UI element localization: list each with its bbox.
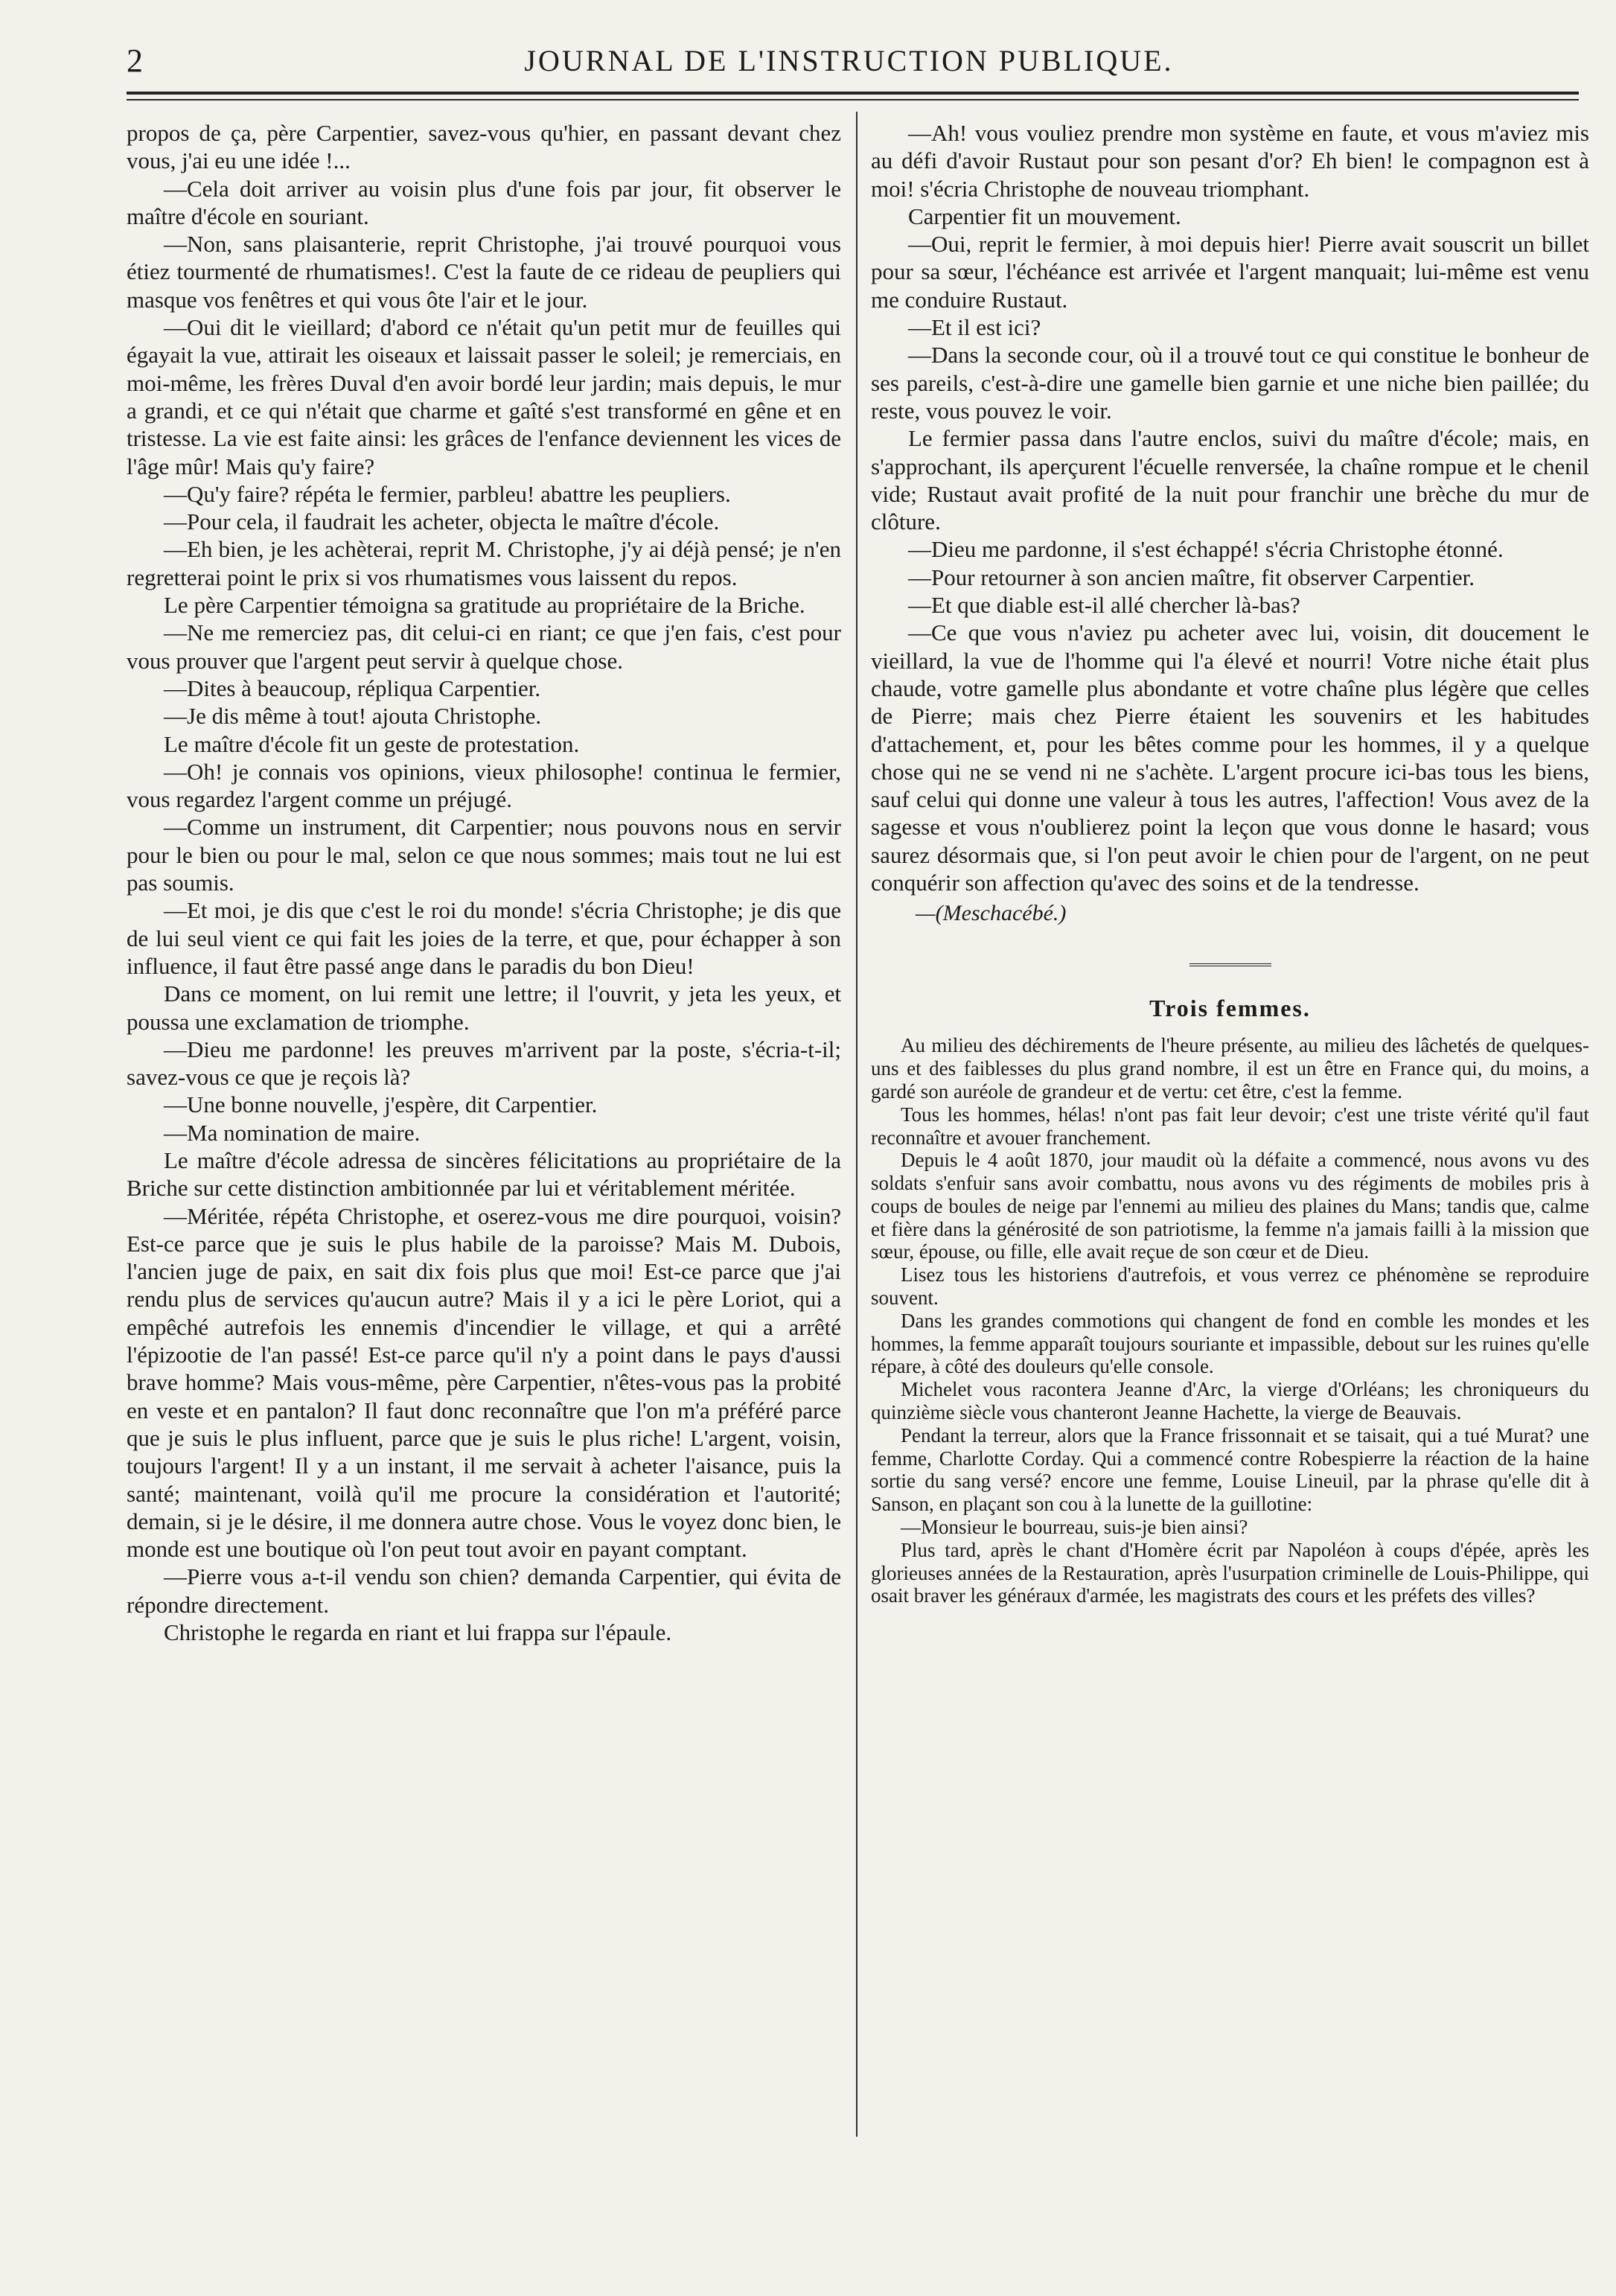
paragraph: Lisez tous les historiens d'autrefois, et vous verrez ce phénomène se reproduire souvent. <box>871 1263 1589 1310</box>
paragraph: Dans ce moment, on lui remit une lettre; il l'ouvrit, y jeta les yeux, et poussa une exclamation de triomphe. <box>127 980 841 1035</box>
paragraph: Michelet vous racontera Jeanne d'Arc, la vierge d'Orléans; les chroniqueurs du quinzième siècle vous chanteront Jeanne Hachette, la vierge de Beauvais. <box>871 1378 1589 1424</box>
paragraph: Le maître d'école adressa de sincères félicitations au propriétaire de la Briche sur cette distinction ambitionnée par lui et véritablement méritée. <box>127 1147 841 1202</box>
paragraph: —Comme un instrument, dit Carpentier; nous pouvons nous en servir pour le bien ou pour le mal, selon ce que nous sommes; mais tout ne lui est pas soumis. <box>127 814 841 896</box>
paragraph: Carpentier fit un mouvement. <box>908 203 1181 229</box>
paragraph: Le fermier passa dans l'autre enclos, suivi du maître d'école; mais, en s'approchant, ils aperçurent l'écuelle renversée, la chaîne rompue et le chenil vide; Rustaut avait profité de la nuit pour franchir une brèche du mur de clôture. <box>871 425 1589 535</box>
paragraph: —Ma nomination de maire. <box>164 1119 421 1146</box>
left-column <box>127 119 841 2219</box>
paragraph: Le maître d'école fit un geste de protestation. <box>164 730 580 757</box>
paragraph: —Qu'y faire? répéta le fermier, parbleu! abattre les peupliers. <box>164 480 731 507</box>
page-number: 2 <box>127 42 143 79</box>
paragraph: Dans les grandes commotions qui changent de fond en comble les mondes et les hommes, la femme apparaît toujours souriante et impassible, debout sur les ruines qu'elle répare, à côté des douleurs qu'elle console. <box>871 1309 1589 1378</box>
paragraph: Pendant la terreur, alors que la France frissonnait et se taisait, qui a tué Murat? une femme, Charlotte Corday. Qui a commencé contre Robespierre la réaction de la haine sortie du sang versé? encore une femme, Louise Lineuil, par la phrase qu'elle dit à Sanson, en plaçant son cou à la lunette de la guillotine: <box>871 1423 1589 1516</box>
paragraph: —Ah! vous vouliez prendre mon système en faute, et vous m'aviez mis au défi d'avoir Rustaut pour son pesant d'or? Eh bien! le compagnon est à moi! s'écria Christophe de nouveau triomphant. <box>871 120 1589 202</box>
paragraph: —Et il est ici? <box>908 314 1041 341</box>
paragraph: —Méritée, répéta Christophe, et oserez-vous me dire pourquoi, voisin? Est-ce parce que je suis le plus habile de la paroisse? Mais M. Dubois, l'ancien juge de paix, en sait dix fois plus que moi! Est-ce parce que j'ai rendu plus de services qu'aucun autre? Mais il y a ici le père Loriot, qui a empêché autrefois les ennemis d'incendier le village, et qui a arrêté l'épizootie de l'an passé! Est-ce parce qu'il n'y a point dans le pays d'aussi brave homme? Mais vous-même, père Carpentier, n'êtes-vous pas la probité en veste et en pantalon? Il faut donc reconnaître que l'on m'a préféré parce que je suis le plus influent, parce que je suis le plus riche! L'argent, voisin, toujours l'argent! Il y a un instant, il me servait à acheter l'aisance, puis la santé; maintenant, voilà qu'il me procure la considération et l'autorité; demain, si je le désire, il me donnera autre chose. Vous le voyez donc bien, le monde est une boutique où l'on peut tout avoir en payant comptant. <box>127 1202 841 1563</box>
story-continuation <box>871 119 1589 896</box>
source-attribution: —(Meschacébé.) <box>916 901 1067 926</box>
paragraph: —Pierre vous a-t-il vendu son chien? demanda Carpentier, qui évita de répondre directement. <box>127 1563 841 1618</box>
paragraph: —Et moi, je dis que c'est le roi du monde! s'écria Christophe; je dis que de lui seul vient ce qui fait les joies de la terre, et que, pour échapper à son influence, il faut être passé ange dans le paradis du bon Dieu! <box>127 897 841 979</box>
header-rule-thin <box>127 99 1579 101</box>
section-title: Trois femmes. <box>1149 995 1311 1022</box>
paragraph: —Oui dit le vieillard; d'abord ce n'était qu'un petit mur de feuilles qui égayait la vue, attirait les oiseaux et laissait passer le soleil; je remerciais, en moi-même, les frères Duval d'en avoir bordé leur jardin; mais depuis, le mur a grandi, et ce qui n'était que charme et gaîté s'est transformé en gêne et en tristesse. La vie est faite ainsi: les grâces de l'enfance deviennent les vices de l'âge mûr! Mais qu'y faire? <box>127 314 841 479</box>
section-separator <box>1189 963 1271 966</box>
paragraph: —Dites à beaucoup, répliqua Carpentier. <box>164 675 541 701</box>
paragraph: propos de ça, père Carpentier, savez-vous qu'hier, en passant devant chez vous, j'ai eu une idée !... <box>127 120 841 174</box>
paragraph: —Pour retourner à son ancien maître, fit observer Carpentier. <box>908 564 1475 590</box>
page-header <box>119 37 1579 82</box>
paragraph: —Et que diable est-il allé chercher là-bas? <box>908 592 1300 619</box>
paragraph: —Dieu me pardonne, il s'est échappé! s'écria Christophe étonné. <box>908 536 1504 563</box>
paragraph: —Non, sans plaisanterie, reprit Christophe, j'ai trouvé pourquoi vous étiez tourmenté de rhumatismes!. C'est la faute de ce rideau de peupliers qui masque vos fenêtres et qui vous ôte l'air et le jour. <box>127 231 841 313</box>
paragraph: —Oh! je connais vos opinions, vieux philosophe! continua le fermier, vous regardez l'argent comme un préjugé. <box>127 758 841 813</box>
paragraph: Christophe le regarda en riant et lui frappa sur l'épaule. <box>164 1619 672 1646</box>
paragraph: —Oui, reprit le fermier, à moi depuis hier! Pierre avait souscrit un billet pour sa sœur, l'échéance est arrivée et l'argent manquait; lui-même est venu me conduire Rustaut. <box>871 231 1589 313</box>
paragraph: —Monsieur le bourreau, suis-je bien ainsi? <box>901 1516 1248 1539</box>
paragraph: —Dans la seconde cour, où il a trouvé tout ce qui constitue le bonheur de ses pareils, c'est-à-dire une gamelle bien garnie et une niche bien paillée; du reste, vous pouvez le voir. <box>871 342 1589 424</box>
paragraph: —Ce que vous n'aviez pu acheter avec lui, voisin, dit doucement le vieillard, la vue de l'homme qui l'a élevé et nourri! Votre niche était plus chaude, votre gamelle plus abondante et votre chaîne plus légère que celles de Pierre; mais chez Pierre étaient les souvenirs et les habitudes d'attachement, et, pour les bêtes comme pour les hommes, il y a quelque chose qui ne se vend ni ne s'achète. L'argent procure ici-bas tous les biens, sauf celui qui donne une valeur à tous les autres, l'affection! Vous avez de la sagesse et vous n'oublierez point la leçon que vous donne le hasard; vous saurez désormais que, si l'on peut avoir le chien pour de l'argent, on ne peut conquérir son affection qu'avec des soins et de la tendresse. <box>871 619 1589 896</box>
column-divider <box>856 112 857 2137</box>
paragraph: Depuis le 4 août 1870, jour maudit où la défaite a commencé, nous avons vu des soldats s'enfuir sans avoir combattu, nous avons vu des régiments de mobiles pris à coups de boules de neige par l'ennemi au milieu des plaines du Mans; tandis que, calme et fière dans la générosité de son patriotisme, la femme n'a jamais failli à la mission que sœur, épouse, ou fille, elle avait reçue de son cœur et de Dieu. <box>871 1149 1589 1263</box>
paragraph: —Pour cela, il faudrait les acheter, objecta le maître d'école. <box>164 508 720 535</box>
paragraph: —Cela doit arriver au voisin plus d'une fois par jour, fit observer le maître d'école en souriant. <box>127 175 841 229</box>
paragraph: —Ne me remerciez pas, dit celui-ci en riant; ce que j'en fais, c'est pour vous prouver que l'argent peut servir à quelque chose. <box>127 619 841 674</box>
paragraph: —Une bonne nouvelle, j'espère, dit Carpentier. <box>164 1091 598 1118</box>
right-column <box>871 119 1589 2219</box>
paragraph: Au milieu des déchirements de l'heure présente, au milieu des lâchetés de quelques-uns et des faiblesses du plus grand nombre, il est un être en France qui, du moins, a gardé son auréole de grandeur et de vertu: cet être, c'est la femme. <box>871 1034 1589 1103</box>
paragraph: Tous les hommes, hélas! n'ont pas fait leur devoir; c'est une triste vérité qu'il faut reconnaître et avouer franchement. <box>871 1103 1589 1149</box>
paragraph: —Je dis même à tout! ajouta Christophe. <box>164 703 542 730</box>
journal-title: JOURNAL DE L'INSTRUCTION PUBLIQUE. <box>524 44 1174 77</box>
paragraph: —Eh bien, je les achèterai, reprit M. Christophe, j'y ai déjà pensé; je n'en regretterai point le prix si vos rhumatismes vous laissent du repos. <box>127 536 841 590</box>
header-rule <box>127 92 1579 95</box>
paragraph: Le père Carpentier témoigna sa gratitude au propriétaire de la Briche. <box>164 592 805 619</box>
section-body <box>871 1034 1589 1607</box>
paragraph: Plus tard, après le chant d'Homère écrit par Napoléon à coups d'épée, après les glorieuses années de la Restauration, après l'usurpation criminelle de Louis-Philippe, qui osait braver les généraux d'armée, les magistrats des cours et les préfets des villes? <box>871 1538 1589 1607</box>
paragraph: —Dieu me pardonne! les preuves m'arrivent par la poste, s'écria-t-il; savez-vous ce que je reçois là? <box>127 1036 841 1091</box>
